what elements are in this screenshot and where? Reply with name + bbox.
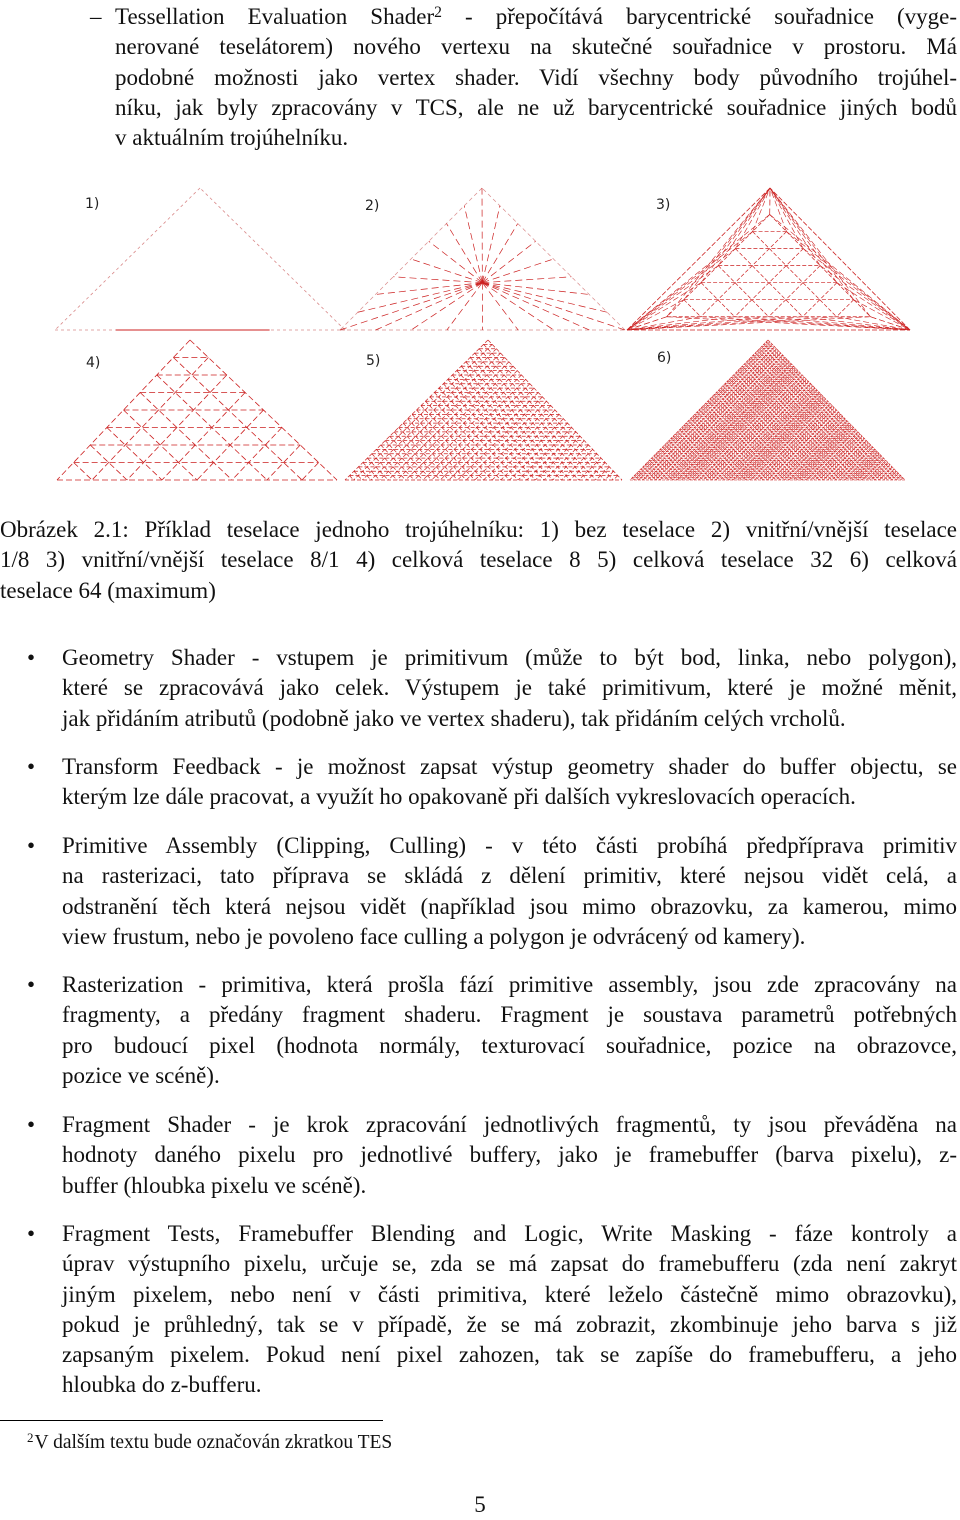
text-line: níku, jak byly zpracovány v TCS, ale ne už barycentrické souřadnice jiných bodů — [115, 93, 957, 123]
wireframe-edge — [55, 188, 200, 330]
wireframe-edge — [92, 358, 208, 481]
text-line: kterým lze dále pracovat, a využít ho opakovaně při dalších vykreslovacích operacích. — [62, 782, 957, 812]
wireframe-edge — [632, 478, 634, 480]
bullet-text — [62, 970, 957, 1091]
wireframe-edge — [173, 358, 302, 481]
wireframe-edge — [447, 283, 482, 330]
wireframe-edge — [613, 476, 617, 480]
tessellation-panel-2 — [340, 188, 625, 330]
wireframe-edge — [596, 467, 609, 480]
wireframe-edge — [627, 317, 803, 330]
wireframe-edge — [705, 403, 780, 480]
bullet-marker: • — [27, 1219, 35, 1249]
wireframe-edge — [482, 206, 500, 283]
wireframe-edge — [823, 438, 864, 480]
wireframe-edge — [837, 300, 854, 317]
bullet-marker: • — [27, 1110, 35, 1140]
wireframe-edge — [643, 347, 775, 480]
text-line: nerované teselátorem) nového vertexu na skutečné souřadnice v prostoru. Má — [115, 32, 957, 62]
wireframe-edge — [740, 368, 849, 480]
wireframe-edge — [371, 353, 501, 480]
wireframe-edge — [448, 379, 544, 480]
wireframe-edge — [475, 406, 551, 480]
wireframe-edge — [662, 447, 694, 480]
wireframe-edge — [376, 283, 483, 330]
wireframe-edge — [770, 188, 837, 283]
text-line-rest: - přepočítává barycentrické souřadnice (vyge- — [442, 4, 957, 29]
wireframe-edge — [798, 425, 852, 480]
wireframe-edge — [484, 344, 614, 480]
shader-name: Tessellation Evaluation Shader — [115, 4, 434, 29]
wireframe-edge — [140, 393, 232, 481]
panel-label-6: 6) — [657, 350, 671, 366]
wireframe-edge — [901, 478, 903, 480]
wireframe-edge — [421, 406, 492, 480]
text-line — [115, 2, 957, 32]
wireframe-edge — [671, 438, 712, 480]
panel-label-3: 3) — [656, 197, 670, 213]
wireframe-edge — [367, 458, 388, 480]
panel-label-4: 4) — [86, 355, 100, 371]
figure-caption — [0, 515, 957, 606]
wireframe-edge — [757, 351, 883, 480]
wireframe-edge — [482, 224, 517, 283]
footnote-marker: 2 — [27, 1430, 34, 1445]
wireframe-edge — [411, 259, 482, 283]
text-line: view frustum, nebo je povoleno face culling a polygon je odvrácený od kamery). — [62, 922, 957, 952]
wireframe-edge — [770, 215, 910, 330]
wireframe-edge — [684, 425, 738, 480]
text-line: buffer (hloubka pixelu ve scéně). — [62, 1171, 957, 1201]
text-line: pozice ve scéně). — [62, 1061, 957, 1091]
text-line: Transform Feedback - je možnost zapsat výstup geometry shader do buffer objectu, se — [62, 752, 957, 782]
wireframe-edge — [482, 283, 553, 330]
wireframe-edge — [737, 395, 821, 480]
wireframe-edge — [190, 340, 337, 480]
text-line: hloubka do z-bufferu. — [62, 1370, 957, 1400]
wireframe-edge — [815, 434, 860, 480]
text-line: Rasterization - primitiva, která prošla fází primitive assembly, jsou zde zpracovány na — [62, 970, 957, 1000]
wireframe-edge — [675, 434, 720, 480]
wireframe-edge — [430, 397, 510, 480]
wireframe-edge — [394, 432, 440, 480]
wireframe-edge — [411, 283, 482, 330]
wireframe-edge — [714, 395, 797, 480]
wireframe-edge — [482, 277, 571, 283]
wireframe-edge — [769, 266, 820, 317]
text-line: na rasterizaci, tato příprava se skládá z dělení primitiv, které nejsou vidět celá, a — [62, 861, 957, 891]
wireframe-edge — [718, 266, 768, 317]
wireframe-edge — [482, 283, 625, 330]
text-line: zapsaným pixelem. Pokud není pixel zahozen, tak se zapíše do framebufferu, a jeho — [62, 1340, 957, 1370]
text-line: Obrázek 2.1: Příklad teselace jednoho trojúhelníku: 1) bez teselace 2) vnitřní/vnější teselace — [0, 515, 957, 545]
wireframe-edge — [464, 206, 482, 283]
dash-item-lines — [115, 32, 957, 153]
wireframe-edge — [701, 188, 770, 283]
wireframe-edge — [482, 283, 589, 295]
panel-label-2: 2) — [365, 198, 379, 214]
text-line: podobné možnosti jako vertex shader. Vidí všechny body původního trojúhel- — [115, 63, 957, 93]
wireframe-edge — [74, 463, 92, 481]
footnote-rule — [0, 1420, 383, 1421]
text-line: Fragment Tests, Framebuffer Blending and Logic, Write Masking - fáze kontroly a — [62, 1219, 957, 1249]
wireframe-edge — [770, 188, 803, 249]
text-line: jak přidáním atributů (podobně jako ve vertex shaderu), tak přidáním celých vrcholů. — [62, 704, 957, 734]
wireframe-edge — [475, 353, 596, 480]
wireframe-edge — [753, 232, 837, 317]
text-line: hodnoty daného pixelu pro jednotlivé buffery, jako je framebuffer (barva pixelu), z- — [62, 1140, 957, 1170]
wireframe-edge — [651, 351, 778, 480]
wireframe-edge — [627, 188, 770, 330]
wireframe-edge — [482, 283, 589, 330]
wireframe-edge — [770, 188, 871, 317]
wireframe-edge — [107, 428, 162, 481]
wireframe-edge — [841, 447, 873, 480]
page-number: 5 — [0, 1490, 960, 1520]
wireframe-edge — [755, 403, 830, 480]
wireframe-edge — [718, 188, 770, 266]
bullet-marker: • — [27, 643, 35, 673]
text-line: jiným pixelem, nebo není v části primitiva, které leželo částečně mimo obrazovku), — [62, 1280, 957, 1310]
text-line: odstranění těch která nejsou vidět (například jsou mimo obrazovku, za kamerou, mimo — [62, 892, 957, 922]
wireframe-edge — [393, 277, 482, 283]
dash-marker: – — [90, 2, 102, 32]
wireframe-edge — [447, 224, 483, 283]
wireframe-edge — [340, 283, 482, 330]
wireframe-edge — [641, 469, 652, 480]
bullet-marker: • — [27, 831, 35, 861]
text-line: pro budoucí pixel (hodnota normály, texturovací souřadnice, pozice na obrazovce, — [62, 1031, 957, 1061]
bullet-text — [62, 831, 957, 952]
text-line: 1/8 3) vnitřní/vnější teselace 8/1 4) celková teselace 8 5) celková teselace 32 6) celková — [0, 545, 957, 575]
wireframe-edge — [458, 397, 543, 480]
footnote-ref: 2 — [434, 4, 442, 21]
text-line: pokud je průhledný, tak se v případě, že se má zobrazit, zkombinuje jeho barva s již — [62, 1310, 957, 1340]
wireframe-edge — [423, 379, 526, 480]
wireframe-edge — [482, 283, 518, 330]
bullet-marker: • — [27, 752, 35, 782]
bullet-text — [62, 1219, 957, 1401]
wireframe-edge — [302, 463, 319, 481]
wireframe-edge — [770, 188, 910, 330]
wireframe-edge — [735, 188, 770, 249]
wireframe-edge — [349, 476, 353, 480]
text-line: Primitive Assembly (Clipping, Culling) - v této části probíhá předpříprava primitiv — [62, 831, 957, 861]
wireframe-edge — [684, 300, 701, 317]
wireframe-edge — [376, 283, 483, 295]
text-line: fragmenty, a předány fragment shaderu. Fragment je soustava parametrů potřebných — [62, 1000, 957, 1030]
wireframe-edge — [482, 283, 607, 313]
wireframe-edge — [200, 188, 345, 330]
footnote — [27, 1431, 392, 1455]
wireframe-edge — [770, 188, 820, 266]
wireframe-edge — [579, 458, 601, 480]
wireframe-edge — [727, 382, 823, 480]
text-line: Fragment Shader - je krok zpracování jednotlivých fragmentů, ty jsou převáděna na — [62, 1110, 957, 1140]
dash-item-text — [115, 2, 957, 153]
wireframe-edge — [718, 390, 806, 480]
wireframe-edge — [627, 215, 770, 330]
text-line: teselace 64 (maximum) — [0, 576, 957, 606]
wireframe-edge — [729, 390, 817, 480]
text-line: v aktuálním trojúhelníku. — [115, 123, 957, 153]
wireframe-edge — [362, 349, 496, 480]
text-line: které se zpracovává jako celek. Výstupem je také primitivum, které je možné měnit, — [62, 673, 957, 703]
wireframe-edge — [627, 232, 753, 330]
bullet-marker: • — [27, 970, 35, 1000]
tessellation-panel-5 — [345, 340, 622, 480]
text-line: úprav výstupního pixelu, určuje se, zda se má zapsat do framebufferu (zda není zakryt — [62, 1249, 957, 1279]
wireframe-edge — [482, 259, 553, 283]
wireframe-edge — [837, 283, 910, 330]
panel-label-5: 5) — [366, 353, 380, 369]
bullet-text — [62, 1110, 957, 1201]
wireframe-edge — [884, 469, 895, 480]
wireframe-edge — [358, 283, 483, 313]
footnote-text: V dalším textu bude označován zkratkou TES — [35, 1432, 393, 1453]
wireframe-edge — [457, 371, 562, 480]
bullet-text — [62, 643, 957, 734]
wireframe-edge — [162, 393, 245, 481]
wireframe-edge — [762, 347, 893, 480]
bullet-text — [62, 752, 957, 813]
wireframe-edge — [735, 317, 910, 330]
panel-label-1: 1) — [85, 196, 99, 212]
text-line: Geometry Shader - vstupem je primitivum (může to být bod, linka, nebo polygon), — [62, 643, 957, 673]
tessellation-figure — [0, 180, 960, 495]
